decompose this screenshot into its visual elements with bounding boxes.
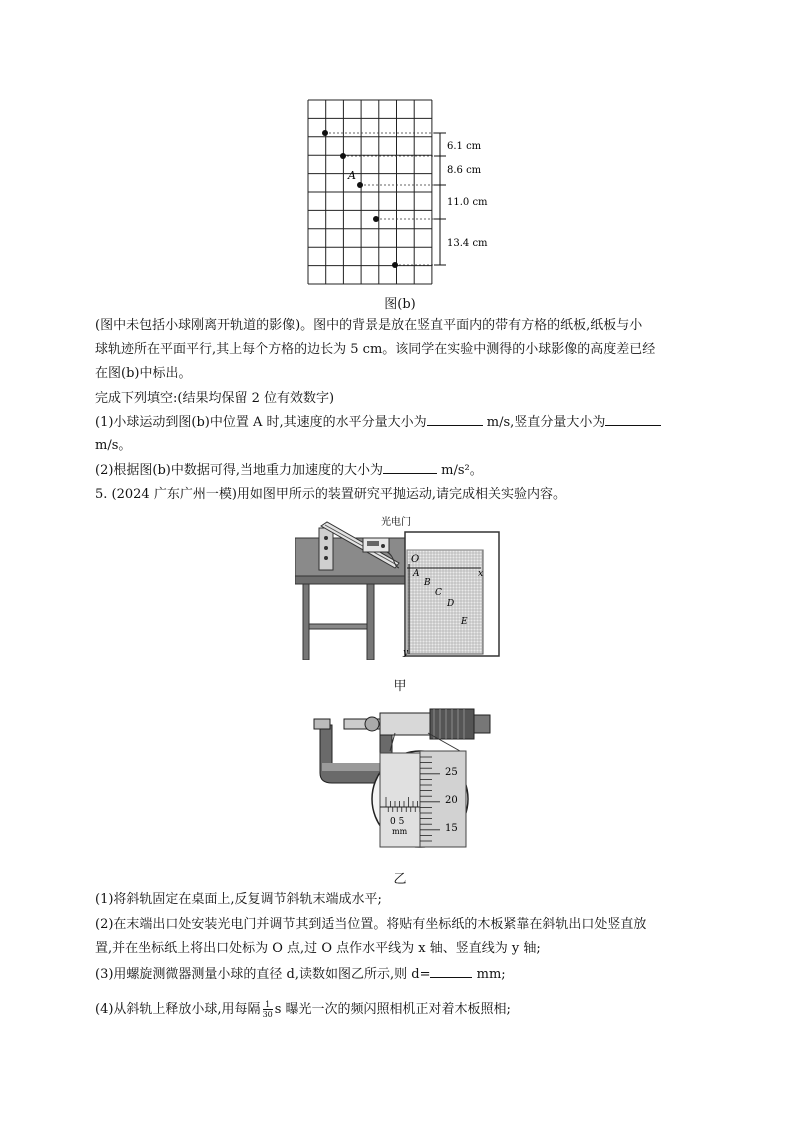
traj-point-D: D (447, 599, 455, 609)
q1-text-a: (1)小球运动到图(b)中位置 A 时,其速度的水平分量大小为 (95, 415, 427, 430)
point-label-A: A (348, 169, 356, 182)
q2-text-b: m/s²。 (437, 463, 483, 478)
answer-blank-g[interactable] (383, 461, 437, 474)
figure-jia (295, 508, 501, 660)
paragraph-line-3: 在图(b)中标出。 (95, 366, 192, 381)
ball-dot-1 (322, 130, 328, 136)
q2-text-a: (2)根据图(b)中数据可得,当地重力加速度的大小为 (95, 463, 384, 478)
question-1-unit: m/s。 (95, 438, 132, 453)
traj-point-E: E (461, 617, 468, 627)
step-4-text-a: (4)从斜轨上释放小球,用每隔 (95, 1002, 261, 1017)
step-3-text-b: mm; (472, 967, 506, 982)
label-origin: O (411, 554, 420, 565)
measure-2: 8.6 cm (447, 165, 482, 176)
answer-blank-vx[interactable] (427, 413, 483, 426)
question-5: 5. (2024 广东广州一模)用如图甲所示的装置研究平抛运动,请完成相关实验内容。 (95, 487, 567, 502)
question-1 (95, 413, 661, 432)
paragraph-line-2: 球轨迹所在平面平行,其上每个方格的边长为 5 cm。该同学在实验中测得的小球影像的高度差已经 (95, 342, 656, 357)
step-2-line-2: 置,并在坐标纸上将出口处标为 O 点,过 O 点作水平线为 x 轴、竖直线为 y 轴; (95, 941, 541, 956)
ball-dot-5 (392, 262, 398, 268)
traj-point-A: A (413, 569, 420, 579)
label-x-axis: x (478, 569, 484, 579)
thimble-number-20: 20 (445, 795, 458, 806)
figure-yi (300, 703, 500, 853)
fraction-denominator: 30 (262, 1010, 273, 1019)
main-scale-numbers: 0 5 (390, 817, 405, 827)
figure-yi-caption: 乙 (393, 872, 407, 887)
ball-dot-4 (373, 216, 379, 222)
question-2 (95, 461, 483, 480)
measure-1: 6.1 cm (447, 141, 482, 152)
step-3-text-a: (3)用螺旋测微器测量小球的直径 d,读数如图乙所示,则 d= (95, 967, 431, 982)
answer-blank-diameter[interactable] (430, 965, 472, 978)
thimble-number-15: 15 (445, 823, 458, 834)
ball-dot-2 (340, 153, 346, 159)
step-1: (1)将斜轨固定在桌面上,反复调节斜轨末端成水平; (95, 892, 382, 907)
step-3 (95, 965, 506, 984)
answer-blank-vy[interactable] (605, 413, 661, 426)
step-4 (95, 1000, 511, 1019)
instruction: 完成下列填空:(结果均保留 2 位有效数字) (95, 391, 335, 406)
label-y-axis: y (403, 648, 409, 658)
traj-point-C: C (435, 588, 442, 598)
step-2-line-1: (2)在末端出口处安装光电门并调节其到适当位置。将贴有坐标纸的木板紧靠在斜轨出口处竖直放 (95, 917, 647, 932)
paragraph-line-1: (图中未包括小球刚离开轨道的影像)。图中的背景是放在竖直平面内的带有方格的纸板,纸板与小 (95, 318, 643, 333)
main-scale-unit: mm (392, 827, 408, 836)
figure-b (300, 95, 500, 295)
step-4-text-b: s 曝光一次的频闪照相机正对着木板照相; (274, 1002, 511, 1017)
measure-4: 13.4 cm (447, 238, 488, 249)
figure-b-caption: 图(b) (384, 297, 416, 312)
traj-point-B: B (424, 578, 431, 588)
fraction-interval (263, 1000, 273, 1019)
thimble-number-25: 25 (445, 767, 458, 778)
ball-dot-A (357, 182, 363, 188)
figure-jia-caption: 甲 (393, 679, 407, 694)
q1-text-b: m/s,竖直分量大小为 (482, 415, 606, 430)
fraction-numerator: 1 (265, 1000, 271, 1009)
label-photogate: 光电门 (381, 517, 411, 528)
measure-3: 11.0 cm (447, 197, 488, 208)
